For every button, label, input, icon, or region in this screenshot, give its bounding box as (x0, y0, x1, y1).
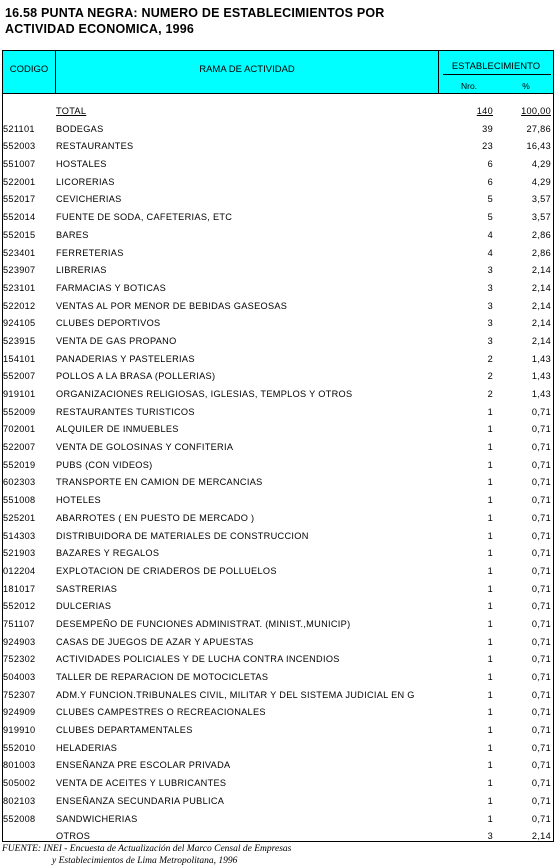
row-code: 552017 (3, 194, 36, 205)
row-pct: 27,86 (526, 123, 551, 134)
row-count: 5 (487, 194, 493, 205)
row-code: 602303 (3, 477, 36, 488)
row-pct: 1,43 (531, 371, 551, 382)
row-count: 1 (487, 813, 493, 824)
row-pct: 2,14 (531, 300, 551, 311)
table-row (3, 757, 553, 775)
row-name: EXPLOTACION DE CRIADEROS DE POLLUELOS (56, 565, 277, 576)
row-count: 1 (487, 601, 493, 612)
row-count: 3 (487, 265, 493, 276)
row-code: 522007 (3, 442, 36, 453)
row-code: 505002 (3, 778, 36, 789)
row-count: 3 (487, 318, 493, 329)
total-pct: 100,00 (521, 106, 551, 116)
title-line-1: 16.58 PUNTA NEGRA: NUMERO DE ESTABLECIMIENTOS POR (5, 6, 385, 20)
row-code: 552019 (3, 459, 36, 470)
table-row (3, 528, 553, 546)
row-code: 702001 (3, 424, 36, 435)
row-code: 919101 (3, 389, 36, 399)
row-name: ENSEÑANZA PRE ESCOLAR PRIVADA (56, 760, 231, 771)
row-code: 752302 (3, 654, 36, 665)
row-name: HOTELES (56, 495, 101, 506)
total-row (3, 103, 553, 121)
row-count: 4 (487, 229, 493, 240)
row-pct: 0,71 (531, 495, 551, 506)
table-row (3, 245, 553, 263)
row-pct: 0,71 (531, 725, 551, 736)
row-pct: 0,71 (531, 459, 551, 470)
header-codigo: CODIGO (3, 51, 56, 93)
row-name: HOSTALES (56, 159, 107, 170)
row-pct: 2,86 (531, 247, 551, 258)
row-code: 523907 (3, 265, 36, 276)
row-code: 525201 (3, 512, 36, 523)
title-line-2: ACTIVIDAD ECONOMICA, 1996 (5, 22, 195, 36)
row-pct: 2,14 (531, 318, 551, 329)
row-count: 1 (487, 636, 493, 647)
row-name: BODEGAS (56, 123, 104, 134)
row-code: 552009 (3, 406, 36, 417)
table-row (3, 262, 553, 280)
row-code: 552007 (3, 371, 36, 382)
table-row (3, 457, 553, 475)
table-row (3, 669, 553, 687)
row-pct: 0,71 (531, 601, 551, 612)
row-name: CEVICHERIAS (56, 194, 122, 205)
row-count: 1 (487, 406, 493, 417)
header-establecimiento: ESTABLECIMIENTO (451, 61, 541, 72)
row-name: PANADERIAS Y PASTELERIAS (56, 353, 195, 364)
row-pct: 2,86 (531, 229, 551, 240)
row-count: 1 (487, 689, 493, 700)
row-code: 523401 (3, 247, 36, 258)
table-row (3, 775, 553, 793)
row-name: VENTA DE GOLOSINAS Y CONFITERIA (56, 442, 234, 453)
table-row (3, 351, 553, 369)
row-count: 23 (482, 141, 493, 152)
row-pct: 1,43 (531, 353, 551, 364)
row-pct: 0,71 (531, 618, 551, 629)
row-code: 181017 (3, 583, 36, 594)
row-pct: 0,71 (531, 689, 551, 700)
row-code: 523101 (3, 282, 36, 293)
row-pct: 4,29 (531, 176, 551, 187)
row-name: LICORERIAS (56, 176, 115, 187)
row-count: 1 (487, 725, 493, 736)
row-pct: 2,14 (531, 335, 551, 346)
row-pct: 0,71 (531, 477, 551, 488)
table-row (3, 156, 553, 174)
source-note (2, 843, 291, 867)
row-name: CASAS DE JUEGOS DE AZAR Y APUESTAS (56, 636, 254, 647)
row-count: 1 (487, 742, 493, 753)
table-row (3, 280, 553, 298)
row-pct: 3,57 (531, 194, 551, 205)
table-row (3, 651, 553, 669)
row-pct: 0,71 (531, 742, 551, 753)
row-code: 924909 (3, 707, 36, 718)
row-code: 552012 (3, 601, 36, 612)
table-row (3, 174, 553, 192)
row-pct: 0,71 (531, 565, 551, 576)
row-name: ADM.Y FUNCION.TRIBUNALES CIVIL, MILITAR Y DEL SISTEMA JUDICIAL EN G (56, 689, 415, 700)
table-row (3, 439, 553, 457)
header-rama: RAMA DE ACTIVIDAD (56, 51, 439, 93)
row-pct: 0,71 (531, 654, 551, 665)
row-code: 523915 (3, 335, 36, 346)
table-row (3, 386, 553, 404)
row-count: 3 (487, 300, 493, 311)
row-name: ORGANIZACIONES RELIGIOSAS, IGLESIAS, TEMPLOS Y OTROS (56, 389, 353, 399)
table-row (3, 368, 553, 386)
row-code: 924105 (3, 318, 36, 329)
row-name: PUBS (CON VIDEOS) (56, 459, 153, 470)
row-count: 1 (487, 495, 493, 506)
table-header (3, 51, 553, 94)
row-count: 1 (487, 654, 493, 665)
row-pct: 0,71 (531, 636, 551, 647)
row-count: 1 (487, 512, 493, 523)
row-count: 4 (487, 247, 493, 258)
table-row (3, 421, 553, 439)
row-count: 1 (487, 565, 493, 576)
table-row (3, 191, 553, 209)
row-code: 751107 (3, 618, 35, 629)
table-row (3, 315, 553, 333)
row-count: 1 (487, 477, 493, 488)
row-pct: 0,71 (531, 672, 551, 682)
header-divider (443, 74, 551, 75)
row-code: 919910 (3, 725, 36, 736)
row-count: 1 (487, 548, 493, 559)
row-code: 552010 (3, 742, 36, 753)
establishments-table (2, 50, 554, 842)
table-row (3, 687, 553, 705)
row-code: 012204 (3, 565, 36, 576)
row-code: 521101 (3, 123, 35, 134)
table-row (3, 740, 553, 758)
row-count: 1 (487, 795, 493, 806)
row-pct: 0,71 (531, 760, 551, 771)
row-count: 1 (487, 707, 493, 718)
table-row (3, 598, 553, 616)
table-row (3, 298, 553, 316)
table-row (3, 227, 553, 245)
row-pct: 0,71 (531, 795, 551, 806)
row-count: 1 (487, 778, 493, 789)
row-pct: 0,71 (531, 813, 551, 824)
table-row (3, 492, 553, 510)
row-name: VENTAS AL POR MENOR DE BEBIDAS GASEOSAS (56, 300, 288, 311)
row-name: VENTA DE ACEITES Y LUBRICANTES (56, 778, 227, 789)
table-row (3, 704, 553, 722)
row-code: 522012 (3, 300, 36, 311)
row-code: 521903 (3, 548, 36, 559)
row-name: ENSEÑANZA SECUNDARIA PUBLICA (56, 795, 225, 806)
table-row (3, 616, 553, 634)
row-name: DISTRIBUIDORA DE MATERIALES DE CONSTRUCCION (56, 530, 309, 541)
row-name: DULCERIAS (56, 601, 112, 612)
row-pct: 0,71 (531, 530, 551, 541)
table-row (3, 121, 553, 139)
row-pct: 1,43 (531, 389, 551, 399)
table-row (3, 404, 553, 422)
row-pct: 3,57 (531, 212, 551, 223)
row-count: 3 (487, 831, 493, 842)
row-count: 2 (487, 389, 493, 399)
table-row (3, 793, 553, 811)
row-pct: 0,71 (531, 406, 551, 417)
row-count: 2 (487, 353, 493, 364)
row-code: 552014 (3, 212, 36, 223)
row-pct: 4,29 (531, 159, 551, 170)
row-name: DESEMPEÑO DE FUNCIONES ADMINISTRAT. (MINIST.,MUNICIP) (56, 618, 351, 629)
row-name: CLUBES DEPARTAMENTALES (56, 725, 193, 736)
row-pct: 0,71 (531, 707, 551, 718)
row-code: 504003 (3, 672, 36, 682)
row-pct: 0,71 (531, 583, 551, 594)
row-name: OTROS (56, 831, 91, 842)
row-count: 1 (487, 583, 493, 594)
row-code: 752307 (3, 689, 36, 700)
total-label: TOTAL (56, 106, 87, 116)
row-code: 552015 (3, 229, 36, 240)
header-pct: % (522, 81, 530, 91)
row-count: 39 (482, 123, 493, 134)
row-code: 924903 (3, 636, 36, 647)
row-name: SANDWICHERIAS (56, 813, 138, 824)
row-name: HELADERIAS (56, 742, 118, 753)
row-count: 3 (487, 335, 493, 346)
row-pct: 0,71 (531, 548, 551, 559)
table-row (3, 138, 553, 156)
row-name: RESTAURANTES (56, 141, 134, 152)
row-code: 522001 (3, 176, 36, 187)
row-name: TRANSPORTE EN CAMION DE MERCANCIAS (56, 477, 263, 488)
row-pct: 0,71 (531, 778, 551, 789)
row-name: FERRETERIAS (56, 247, 124, 258)
row-code: 551008 (3, 495, 36, 506)
row-count: 1 (487, 442, 493, 453)
table-row (3, 581, 553, 599)
table-row (3, 474, 553, 492)
row-code: 154101 (3, 353, 36, 364)
table-row (3, 563, 553, 581)
document-title (5, 5, 385, 37)
row-name: RESTAURANTES TURISTICOS (56, 406, 195, 417)
row-name: VENTA DE GAS PROPANO (56, 335, 177, 346)
row-code: 552003 (3, 141, 36, 152)
row-code: 802103 (3, 795, 36, 806)
table-row (3, 209, 553, 227)
row-pct: 2,14 (531, 831, 551, 842)
row-count: 6 (487, 176, 493, 187)
row-count: 1 (487, 672, 493, 682)
row-pct: 2,14 (531, 282, 551, 293)
row-pct: 0,71 (531, 442, 551, 453)
row-name: POLLOS A LA BRASA (POLLERIAS) (56, 371, 216, 382)
row-count: 6 (487, 159, 493, 170)
row-name: LIBRERIAS (56, 265, 107, 276)
row-count: 3 (487, 282, 493, 293)
row-name: BARES (56, 229, 89, 240)
row-name: TALLER DE REPARACION DE MOTOCICLETAS (56, 672, 269, 682)
row-count: 1 (487, 530, 493, 541)
table-row (3, 510, 553, 528)
table-row (3, 722, 553, 740)
row-pct: 0,71 (531, 512, 551, 523)
table-body (3, 103, 553, 846)
row-pct: 0,71 (531, 424, 551, 435)
table-row (3, 634, 553, 652)
row-code: 801003 (3, 760, 36, 771)
row-name: CLUBES CAMPESTRES O RECREACIONALES (56, 707, 266, 718)
row-name: SASTRERIAS (56, 583, 118, 594)
row-count: 1 (487, 618, 493, 629)
row-name: BAZARES Y REGALOS (56, 548, 160, 559)
row-code: 514303 (3, 530, 36, 541)
row-count: 5 (487, 212, 493, 223)
row-count: 1 (487, 459, 493, 470)
row-name: CLUBES DEPORTIVOS (56, 318, 161, 329)
total-n: 140 (476, 106, 493, 116)
source-line-1: FUENTE: INEI - Encuesta de Actualización del Marco Censal de Empresas (2, 844, 292, 854)
row-count: 1 (487, 760, 493, 771)
table-row (3, 333, 553, 351)
header-establecimiento-group (439, 51, 553, 93)
header-nro: Nro. (460, 81, 478, 91)
row-code: 552008 (3, 813, 36, 824)
source-line-2: y Establecimientos de Lima Metropolitana, 1996 (52, 856, 238, 866)
row-count: 1 (487, 424, 493, 435)
row-count: 2 (487, 371, 493, 382)
row-name: FUENTE DE SODA, CAFETERIAS, ETC (56, 212, 233, 223)
row-name: ALQUILER DE INMUEBLES (56, 424, 179, 435)
row-name: ACTIVIDADES POLICIALES Y DE LUCHA CONTRA INCENDIOS (56, 654, 340, 665)
row-name: ABARROTES ( EN PUESTO DE MERCADO ) (56, 512, 255, 523)
table-row (3, 811, 553, 829)
table-row (3, 545, 553, 563)
row-pct: 16,43 (526, 141, 551, 152)
row-code: 551007 (3, 159, 36, 170)
row-pct: 2,14 (531, 265, 551, 276)
row-name: FARMACIAS Y BOTICAS (56, 282, 167, 293)
